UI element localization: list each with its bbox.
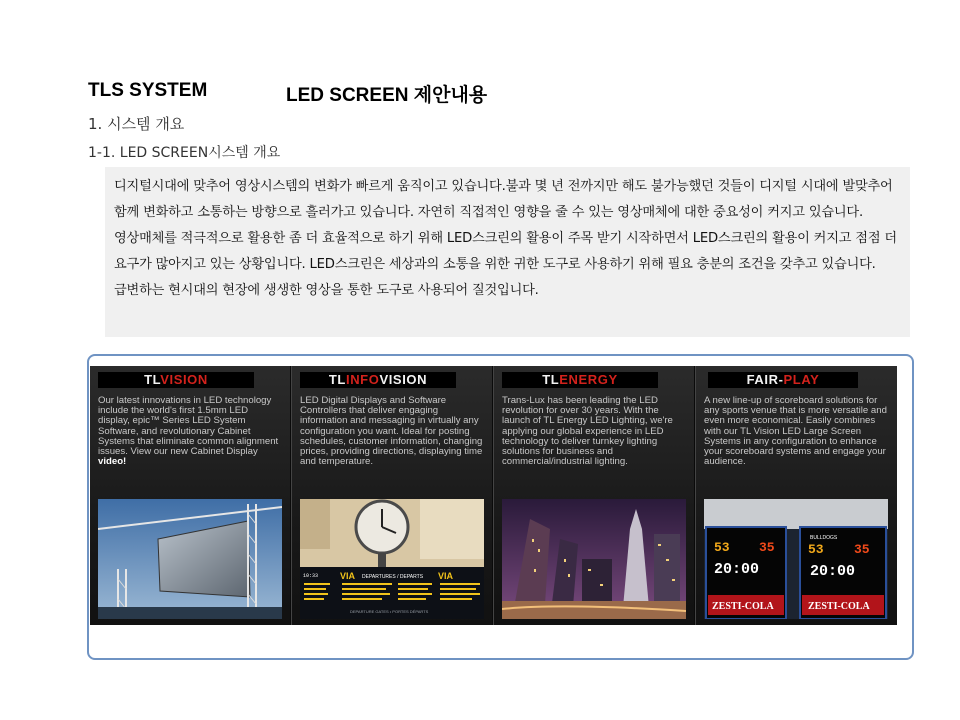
board-time: 10:33	[303, 573, 319, 579]
tlinfovision-description: LED Digital Displays and Software Controllers that deliver engaging information and messaging in virtually any configuration you want. Ideal for posting schedules, customer information, changing prices, providing directions, displaying time and temperature.	[300, 395, 483, 468]
scoreboard-photo	[704, 499, 888, 619]
score-left: 53	[714, 540, 730, 555]
game-clock-left: 20:00	[714, 561, 760, 578]
board-brand-right: VIA	[438, 571, 454, 581]
section-heading-1-1: 1-1. LED SCREEN시스템 개요	[88, 145, 281, 161]
tlvision-logo: TLVISION	[98, 372, 254, 388]
document-header	[88, 80, 488, 106]
board-footer: DEPARTURE GATES • PORTES DÉPARTS	[350, 609, 429, 614]
sponsor-left: ZESTI-COLA	[712, 601, 774, 612]
product-column-fairplay	[695, 366, 897, 625]
team-label: BULLDOGS	[810, 535, 838, 541]
score-left-2: 53	[808, 542, 824, 557]
document-title: LED SCREEN 제안내용	[286, 85, 488, 106]
board-heading: DEPARTURES / DEPARTS	[362, 574, 424, 580]
sponsor-right: ZESTI-COLA	[808, 601, 870, 612]
product-column-tlenergy	[493, 366, 694, 625]
city-skyline-photo	[502, 499, 686, 619]
video-link[interactable]: video!	[98, 456, 127, 468]
tlinfovision-logo: TLINFOVISION	[300, 372, 456, 388]
game-clock-right: 20:00	[810, 563, 856, 580]
tlenergy-logo: TLENERGY	[502, 372, 658, 388]
score-right: 35	[759, 540, 775, 555]
fairplay-description: A new line-up of scoreboard solutions for any sports venue that is more versatile and even more economical. Easily combines with our TL Vision LED Large Screen Systems in any configuration to enhance your scoreboard systems and engage your audience.	[704, 395, 887, 468]
departure-board-photo	[300, 499, 484, 619]
company-title: TLS SYSTEM	[88, 80, 208, 101]
tlenergy-description: Trans-Lux has been leading the LED revolution for over 30 years. With the launch of TL Energy LED Lighting, we're applying our global experience in LED technology to deliver turnkey lighting solutions for business and commercial/industrial lighting.	[502, 395, 673, 468]
board-brand-left: VIA	[340, 571, 356, 581]
intro-paragraph: 디지털시대에 맞추어 영상시스템의 변화가 빠르게 움직이고 있습니다.불과 몇 년 전까지만 해도 불가능했던 것들이 디지털 시대에 발맞추어 함께 변화하고 소통하는 방향으로 흘러가고 있습니다. 자연히 직접적인 영향을 줄 수 있는 영상매체에 대한 중요성이 커지고 있습니다. 영상매체를 적극적으로 활용한 좀 더 효율적으로 하기 위해 LED스크린의 활용이 주목 받기 시작하면서 LED스크린의 활용이 커지고 점점 더 요구가 많아지고 있는 상황입니다. LED스크린은 세상과의 소통을 위한 귀한 도구로 사용하기 위해 필요 충분의 조건을 갖추고 있습니다. 급변하는 현시대의 현장에 생생한 영상을 통한 도구로 사용되어 질것입니다.	[105, 167, 910, 337]
product-column-tlvision	[90, 366, 290, 625]
product-panel	[90, 366, 896, 625]
score-right-2: 35	[854, 542, 870, 557]
tlvision-description: Our latest innovations in LED technology include the world's first 1.5mm LED display, epic™ Series LED System Software, and revolutionary Cabinet Systems that eliminate common alignment issues. View our new Cabinet Display video!	[98, 395, 279, 468]
product-column-tlinfovision	[291, 366, 492, 625]
led-truss-screen-photo	[98, 499, 282, 619]
fairplay-logo: FAIR-PLAY	[708, 372, 858, 388]
section-heading-1: 1. 시스템 개요	[88, 115, 185, 133]
